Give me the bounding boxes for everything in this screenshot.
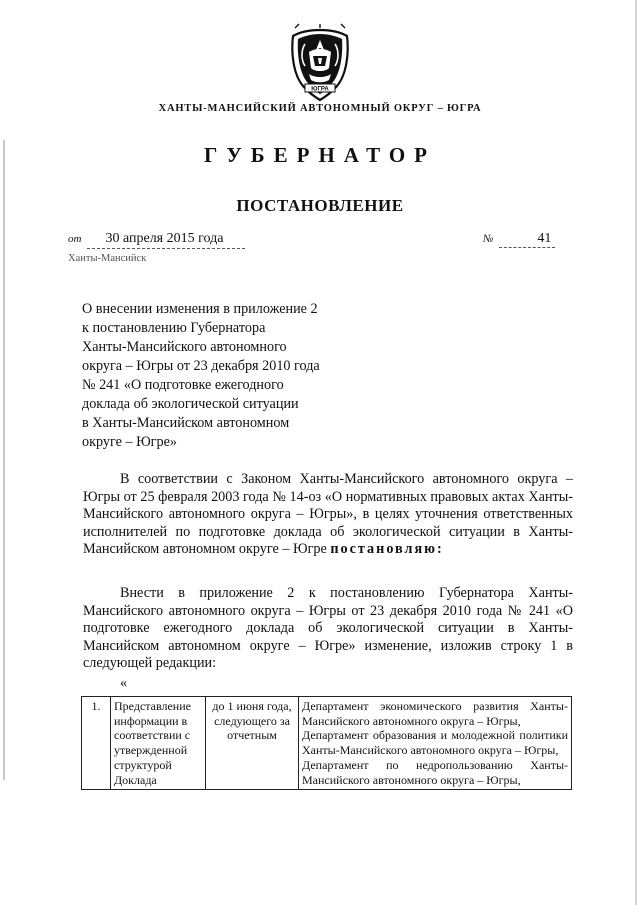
deadline-cell: до 1 июня года, следующего за отчетным xyxy=(206,697,299,790)
city-name: Ханты-Мансийск xyxy=(68,253,147,264)
subject-line: округа – Югры от 23 декабря 2010 года xyxy=(82,358,320,374)
subject-line: доклада об экологической ситуации xyxy=(82,396,299,412)
date-prefix: от xyxy=(68,233,82,245)
subject-line: № 241 «О подготовке ежегодного xyxy=(82,377,284,393)
executors-cell xyxy=(299,697,572,790)
preamble-paragraph xyxy=(83,471,573,559)
executor-item: Департамент экономического развития Ханты-Мансийского автономного округа – Югры, xyxy=(302,699,568,728)
number-line xyxy=(483,231,555,248)
preamble-text: В соответствии с Законом Ханты-Мансийского автономного округа – Югры от 25 февраля 2003 года № 14-оз «О нормативных правовых актах Ханты-Мансийского автономного округа – Югры», в целях уточнения ответственных исполнителей по подготовке доклада об экологической ситуации в Ханты-Мансийском автономном округе – Югре xyxy=(83,471,573,558)
document-date: 30 апреля 2015 года xyxy=(87,231,245,249)
region-name: ХАНТЫ-МАНСИЙСКИЙ АВТОНОМНЫЙ ОКРУГ – ЮГРА xyxy=(158,103,482,114)
number-prefix: № xyxy=(483,233,494,245)
document-subject xyxy=(82,300,382,452)
coat-of-arms-emblem xyxy=(285,22,355,102)
row-number-cell: 1. xyxy=(82,697,111,790)
scan-edge-left xyxy=(3,140,5,780)
amendment-table xyxy=(81,696,572,790)
info-cell: Представление информации в соответствии с утвержденной структурой Доклада xyxy=(111,697,206,790)
decree-word: постановляю: xyxy=(330,541,444,558)
subject-line: в Ханты-Мансийском автономном xyxy=(82,415,290,431)
date-line xyxy=(68,231,245,249)
scan-edge-right xyxy=(635,0,637,905)
document-type: ПОСТАНОВЛЕНИЕ xyxy=(236,196,404,215)
emblem-label: ЮГРА xyxy=(311,86,329,93)
executor-item: Департамент по недропользованию Ханты-Мансийского автономного округа – Югры, xyxy=(302,757,568,787)
subject-line: О внесении изменения в приложение 2 xyxy=(82,301,318,317)
document-issuer-title: ГУБЕРНАТОР xyxy=(203,143,437,167)
subject-line: к постановлению Губернатора xyxy=(82,320,266,336)
subject-line: Ханты-Мансийского автономного xyxy=(82,339,287,355)
executor-item: Департамент образования и молодежной политики Ханты-Мансийского автономного округа – Югры, xyxy=(302,728,568,758)
subject-line: округе – Югре» xyxy=(82,434,177,450)
amendment-paragraph: Внести в приложение 2 к постановлению Губернатора Ханты-Мансийского автономного округа – Югры от 23 декабря 2010 года № 241 «О подготовке ежегодного доклада об экологической ситуации в Ханты-Мансийском автономном округе – Югре» изменение, изложив строку 1 в следующей редакции: xyxy=(83,585,573,672)
quote-mark: « xyxy=(120,675,128,691)
document-number: 41 xyxy=(499,231,555,248)
table-row xyxy=(82,697,572,790)
quote-open xyxy=(83,675,573,693)
